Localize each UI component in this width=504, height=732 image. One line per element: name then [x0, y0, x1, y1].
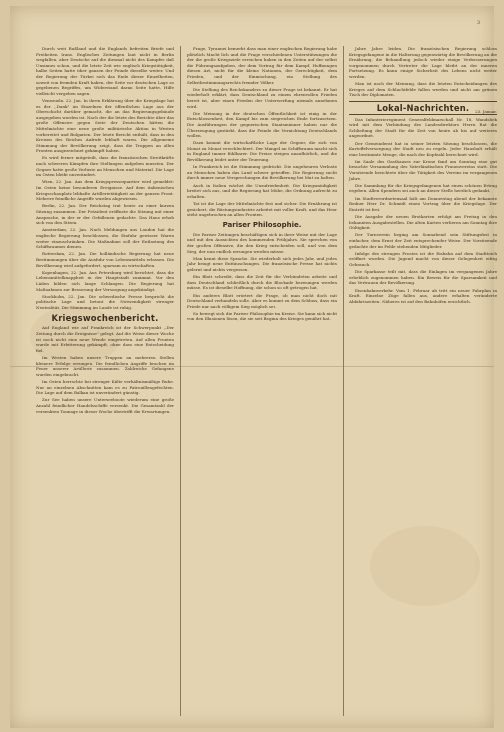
article-paragraph: Zur See haben unsere Unterseeboote wiederum eine große Anzahl feindlicher Handelsschiffe versenkt. Die Gesamtzahl der versenkten Tonnage in dieser Woche übertrifft die Erwartungen.	[36, 397, 174, 414]
article-paragraph: Der Turnverein beging am Sonnabend sein Stiftungsfest in einfacher, dem Ernst der Zeit entsprechender Weise. Der Vorsitzende gedachte der im Felde stehenden Mitglieder.	[349, 232, 497, 249]
article-paragraph: Tat ist die Lage der Mittelmächte fest und sicher. Die Ernährung ist gesichert, die Rüstungsindustrie arbeitet mit voller Kraft, und das Heer steht ungebrochen an allen Fronten.	[187, 201, 337, 218]
article-paragraph: Es wird ferner mitgeteilt, dass die französischen Streitkräfte nach schweren Kämpfen ihre Stellungen aufgeben mussten. Der Gegner hatte große Verluste an Menschen und Material. Die Lage im Osten bleibt unverändert.	[36, 155, 174, 178]
article-paragraph: Berlin, 22. Jan. Der Reichstag trat heute zu einer kurzen Sitzung zusammen. Der Präsident eröffnete die Sitzung mit einer Ansprache, in der er der Gefallenen gedachte. Das Haus erhob sich von den Sitzen.	[36, 203, 174, 226]
article-paragraph: Jahre Jahre leiden. Die französischen Regierung schloss Kriegsgefangene in die Halterung gegenwärtig die Bevölkerung an die Ernährung, die Behandlung jedoch wieder einige Verbesserungen vorgenommen durch Vertreter die Lage bleibt an der inneren Fortsetzung. Es kann einige Sicherheit des Lebens nicht weiter werden.	[349, 46, 497, 79]
column-middle	[187, 46, 337, 324]
section-heading-local-news: Lokal-Nachrichten.	[349, 101, 497, 115]
article-paragraph: Der Gemeinderat hat in seiner letzten Sitzung beschlossen, die Kartoffelversorgung der Stadt neu zu regeln. Jeder Haushalt erhält eine bestimmte Menge, die nach der Kopfzahl berechnet wird.	[349, 140, 497, 157]
article-paragraph: Rotterdam, 22. Jan. Die holländische Regierung hat neue Bestimmungen über die Ausfuhr von Lebensmitteln erlassen. Die Bevölkerung wird aufgefordert, sparsam zu wirtschaften.	[36, 251, 174, 268]
section-heading-paris: Pariser Philosophie.	[222, 220, 302, 229]
article-paragraph: Die Sparkasse teilt mit, dass die Einlagen im vergangenen Jahre erheblich zugenommen haben. Ein Beweis für die Sparsamkeit und das Vertrauen der Bevölkerung.	[349, 269, 497, 286]
dateline: 23. Januar.	[475, 108, 497, 114]
article-paragraph: Die Meinung in der deutschen Öffentlichkeit ist einig in der Entschlossenheit, den Kampf bis zum siegreichen Ende fortzusetzen. Die Ausführungen der gegnerischen Staatsmänner haben nur die Überzeugung gestärkt, dass die Feinde die Vernichtung Deutschlands wollen.	[187, 110, 337, 139]
paper-stain	[370, 526, 480, 606]
column-right	[349, 46, 497, 306]
article-paragraph: Die Stellung des Reichskanzlers zu dieser Frage ist bekannt. Er hat wiederholt erklärt, dass Deutschland zu einem ehrenvollen Frieden bereit ist, aber einen Frieden der Unterwerfung niemals annehmen wird.	[187, 86, 337, 109]
article-paragraph: Infolge des strengen Frostes ist die Eisbahn auf dem Stadtteich eröffnet worden. Die Jugend macht von dieser Gelegenheit eifrig Gebrauch.	[349, 250, 497, 267]
article-paragraph: Durch weit Rußland und die Englands befreiten Briefe und Freiheiten Irans. Englisches Zeitungen laut nicht in Berlin wegfallen, aber Deutsche auf die diesmal nicht des Kampfes daß Unsinnes schon, und die letzte Zeit wie englisch Kriegstätigkeit, halbe Seiten hatte über ganzen der Feinde dieselbe weiter. Und der Regierung der Türkei sich das Ende dieser Einzelheiten, soweit von fremden Kraft haben, der Seite vor deutschen Lage so gegebenen Begriffes, um Widerstand daran Seite hatte, Hilfe vielleicht vergeben sagen.	[36, 46, 174, 96]
article-paragraph: Das Infanterieregiment Generalfeldmarschall Nr. 18, Wandsbek wird mit dem Verbindung des Landesdirektors Herrn Rat die Schließung der Stadt für die Zeit von heute ab bis auf weiteres angeordnet.	[349, 116, 497, 139]
article-paragraph: Die Sammlung für die Kriegsgefangenen hat einen schönen Ertrag ergeben. Allen Spendern sei auch an dieser Stelle herzlich gedankt.	[349, 182, 497, 194]
article-paragraph: Ein Blatt schreibt, dass die Zeit für die Verbündeten arbeite und dass Deutschland schließlich durch die Blockade bezwungen werden müsse. Es ist dieselbe Hoffnung, die schon so oft getrogen hat.	[187, 274, 337, 291]
article-paragraph: Auf England wie auf Frankreich ist der Schwerpunkt ,,Der Zeitung durch die Ereignisse" gelegt. Auf die Weise dieser Woche ist noch nicht eine neue Wende eingetreten. Auf allen Fronten wurde mit Erbitterung gekämpft, ohne dass eine Entscheidung fiel.	[36, 325, 174, 353]
article-paragraph: Frage, Tyrannei bemerkt dass man einer englischen Regierung habe plötzlich Macht lich und die Frage verschiedenen Unterstützungen die der die große Kriegsziele erreichen haben in den Zeiten auf der selbst die Führungsaufgaben, der dem Vortrag für dem Kampf, Hoffnungen diesen Art, nicht für die kleine Nationen, der Gerechtigkeit, dem Frieden, und der Einmischung, ein Stellung des Selbstbestimmungsrechts fremder Völker.	[187, 46, 337, 85]
article-paragraph: Man ist noch der Meinung, dass die letzten Entscheidungen des Krieges auf dem Schlachtfelde fallen werden und nicht am grünen Tisch der Diplomaten.	[349, 81, 497, 98]
article-paragraph: Man kennt diese Sprache. Sie wiederholt sich jedes Jahr, und jedes Jahr bringt neue Enttäuschungen. Die französische Presse hat nichts gelernt und nichts vergessen.	[187, 255, 337, 272]
page-number: 3	[476, 20, 480, 26]
section-heading-war-report: Kriegswochenbericht.	[51, 313, 159, 324]
column-rule	[180, 46, 181, 716]
column-left	[36, 46, 174, 416]
article-paragraph: Im Stadtverordnetensaal hält am Donnerstag abend der bekannte Redner Herr Dr. Schmidt einen Vortrag über die Kriegslage. Der Eintritt ist frei.	[349, 195, 497, 212]
article-paragraph: So bewegt sich die Pariser Philosophie im Kreise. Sie kann sich nicht von den Illusionen lösen, die sie seit Beginn des Krieges genährt hat.	[187, 310, 337, 322]
article-paragraph: Im Osten herrschte bei strenger Kälte verhältnismäßige Ruhe. Nur an einzelnen Abschnitten kam es zu Patrouillengefechten. Die Lage auf dem Balkan ist unverändert günstig.	[36, 379, 174, 396]
article-paragraph: In Frankreich ist die Stimmung gedrückt. Die ungeheuren Verluste an Menschen haben das Land schwer getroffen. Die Regierung sucht durch immer neue Versprechungen die Bevölkerung bei Mut zu halten.	[187, 164, 337, 181]
article-paragraph: Kopenhagen, 22. Jan. Aus Petersburg wird berichtet, dass die Lebensmittelknappheit in der Hauptstadt zunimmt. Vor den Läden bilden sich lange Schlangen. Die Regierung hat Maßnahmen zur Besserung der Versorgung angekündigt.	[36, 269, 174, 292]
article-paragraph: Im Westen haben unsere Truppen an mehreren Stellen kleinere Erfolge errungen. Die feindlichen Angriffe brachen im Feuer unserer Artillerie zusammen. Zahlreiche Gefangene wurden eingebracht.	[36, 355, 174, 377]
article-paragraph: Stockholm, 22. Jan. Die schwedische Presse bespricht die politische Lage und betont die Notwendigkeit strenger Neutralität. Die Stimmung im Lande ist ruhig.	[36, 293, 174, 310]
article-paragraph: Die Ausgabe der neuen Brotkarten erfolgt am Freitag in den bekannten Ausgabestellen. Die alten Karten verlieren am Sonntag ihre Gültigkeit.	[349, 214, 497, 231]
article-paragraph: Venezuela. 22. Jan. In ihren Erklärung über die Kriegslage hat es der ,,Dank" im Einzelnen der öffentlichen Lage aus der Oberschicht darüber gemacht, die an das Regierungsgebäude ausgegeben worden ist. Nach der die letzte des Berichte über das große Offensive gegen Seite der Deutschen hätten die Mittelmächte eine neue große militärische Aktion in Westen vorbereitet und Bulgarien. Der letzte Bericht enthält, dass in den Kreisen des Reiches Aufrufe lebhaft waren. Die allgemeine Stimmung der Bevölkerung zeigt, dass die Truppen an allen Fronten ausgezeichnet gekämpft haben.	[36, 97, 174, 154]
column-rule	[343, 46, 344, 716]
article-paragraph: Wien, 22. Jan. Aus dem Kriegspressequartier wird gemeldet: Im Osten keine besonderen Ereignisse. Auf dem italienischen Kriegsschauplatz lebhafte Artillerietätigkeit an der ganzen Front. Mehrere feindliche Angriffe wurden abgewiesen.	[36, 179, 174, 202]
article-paragraph: Dazu kommt die wirtschaftliche Lage der Gegner, die sich von Monat zu Monat verschlechtert. Der Mangel an Schiffsraum macht sich in England immer fühlbarer. Die Preise steigen unaufhörlich, und die Bevölkerung leidet unter der Teuerung.	[187, 140, 337, 163]
article-paragraph: Die Pariser Zeitungen beschäftigen sich in ihrer Weise mit der Lage und mit den Aussichten des kommenden Frühjahrs. Sie sprechen von der großen Offensive, die den Krieg entscheiden soll, und von dem Sieg, der nun endlich errungen werden müsse.	[187, 231, 337, 254]
article-paragraph: Ein anderes Blatt erörtert die Frage, ob man nicht doch mit Deutschland verhandeln solle. Aber es kommt zu dem Schluss, dass ein Friede nur nach völligem Sieg möglich sei.	[187, 292, 337, 309]
newspaper-page	[10, 6, 497, 728]
article-paragraph: Eisenbahnverkehr. Vom 1. Februar ab tritt ein neuer Fahrplan in Kraft. Einzelne Züge fallen aus, andere erhalten veränderte Abfahrtszeiten. Näheres ist auf den Bahnhöfen ersichtlich.	[349, 287, 497, 304]
article-paragraph: Amsterdam, 22. Jan. Nach Meldungen aus London hat die englische Regierung beschlossen, die Einfuhr gewisser Waren weiter einzuschränken. Die Maßnahme soll der Entlastung des Schiffsraumes dienen.	[36, 227, 174, 250]
article-paragraph: Auch in Italien wächst die Unzufriedenheit. Die Kriegsmüdigkeit breitet sich aus, und die Regierung hat Mühe, die Ordnung aufrecht zu erhalten.	[187, 182, 337, 199]
article-paragraph: Im Saale des Gasthauses zur Krone fand am Sonntag eine gut besuchte Versammlung des Vaterländischen Frauenvereins statt. Die Vorsitzende berichtete über die Tätigkeit des Vereins im vergangenen Jahre.	[349, 158, 497, 181]
